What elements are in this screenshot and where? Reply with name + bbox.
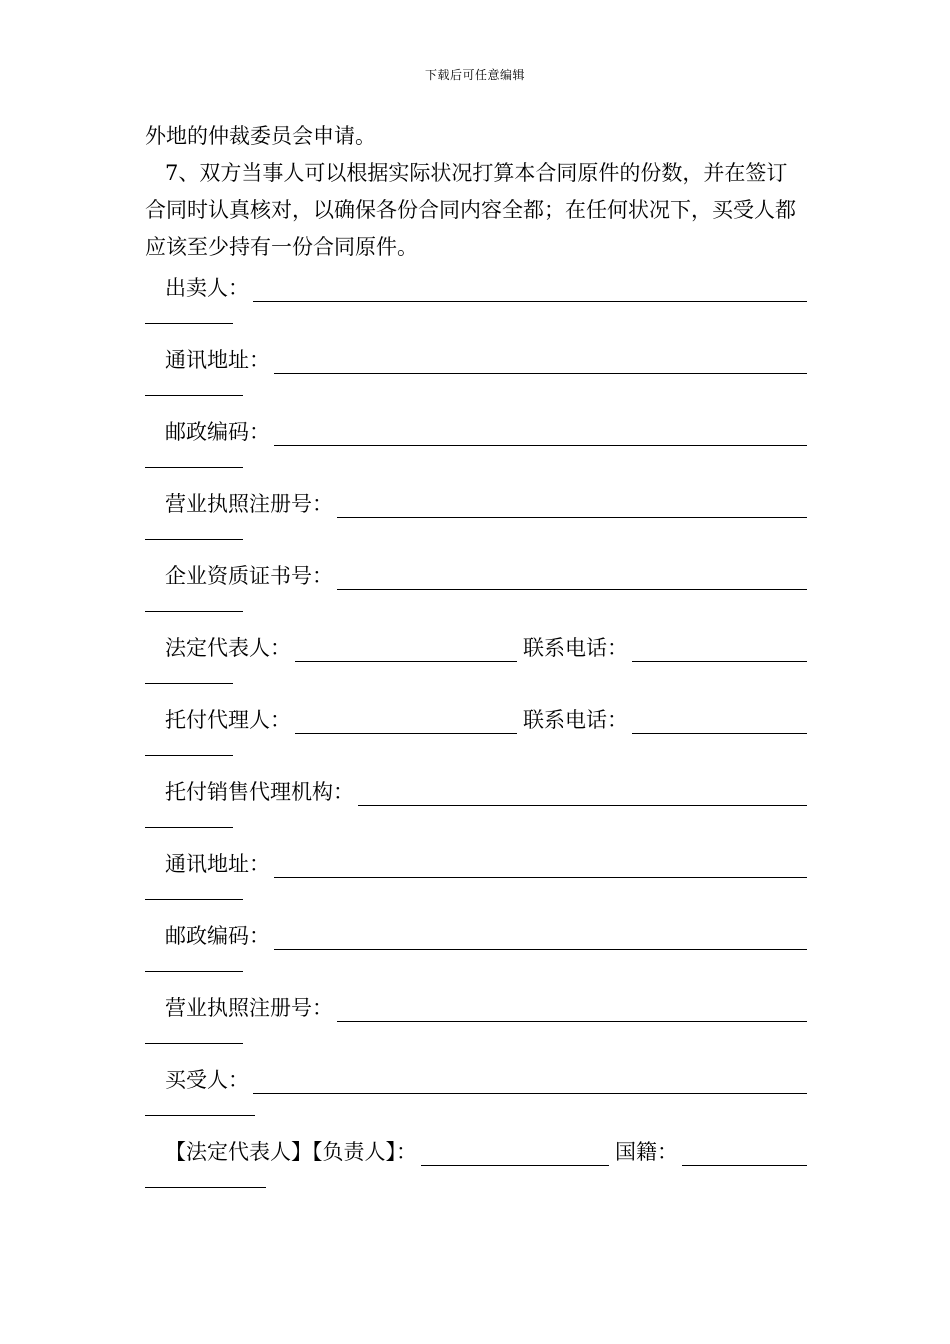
phone-1-blank[interactable]	[632, 639, 807, 662]
field-license-1	[145, 482, 807, 540]
field-label: 【法定代表人】【负责人】：	[165, 1140, 417, 1164]
field-label: 国籍：	[615, 1140, 678, 1164]
field-postcode-1	[145, 410, 807, 468]
buyer-blank[interactable]	[253, 1071, 807, 1094]
field-label: 邮政编码：	[165, 420, 270, 444]
phone-2-blank[interactable]	[632, 711, 807, 734]
field-label: 法定代表人：	[165, 636, 291, 660]
address-2-blank-continued[interactable]	[145, 878, 243, 900]
field-buyer	[145, 1058, 807, 1116]
paragraph-copies: 7、双方当事人可以根据实际状况打算本合同原件的份数，并在签订合同时认真核对，以确保各份合同内容全都；在任何状况下，买受人都应该至少持有一份合同原件。	[145, 161, 796, 259]
qualification-blank-continued[interactable]	[145, 590, 243, 612]
phone-1-blank-continued[interactable]	[145, 662, 233, 684]
field-address-2	[145, 842, 807, 900]
nationality-blank-continued[interactable]	[145, 1166, 266, 1188]
field-label: 联系电话：	[523, 708, 628, 732]
field-label: 出卖人：	[165, 276, 249, 300]
buyer-rep-blank[interactable]	[421, 1143, 609, 1166]
postcode-1-blank[interactable]	[274, 423, 807, 446]
field-label: 营业执照注册号：	[165, 492, 333, 516]
address-1-blank[interactable]	[274, 351, 807, 374]
field-label: 联系电话：	[523, 636, 628, 660]
field-seller	[145, 266, 807, 324]
phone-2-blank-continued[interactable]	[145, 734, 233, 756]
license-1-blank-continued[interactable]	[145, 518, 243, 540]
page-header: 下载后可任意编辑	[424, 68, 525, 82]
address-2-blank[interactable]	[274, 855, 807, 878]
postcode-2-blank-continued[interactable]	[145, 950, 243, 972]
agent-blank[interactable]	[295, 711, 517, 734]
field-label: 买受人：	[165, 1068, 249, 1092]
seller-blank-continued[interactable]	[145, 302, 233, 324]
field-legal-representative	[145, 626, 807, 684]
license-1-blank[interactable]	[337, 495, 807, 518]
legal-rep-blank[interactable]	[295, 639, 517, 662]
field-label: 托付代理人：	[165, 708, 291, 732]
field-label: 企业资质证书号：	[165, 564, 333, 588]
postcode-2-blank[interactable]	[274, 927, 807, 950]
license-2-blank[interactable]	[337, 999, 807, 1022]
field-postcode-2	[145, 914, 807, 972]
field-label: 通讯地址：	[165, 852, 270, 876]
nationality-blank[interactable]	[682, 1143, 807, 1166]
field-label: 营业执照注册号：	[165, 996, 333, 1020]
document-body	[145, 118, 807, 1202]
field-buyer-representative	[145, 1130, 807, 1188]
field-label: 通讯地址：	[165, 348, 270, 372]
seller-blank[interactable]	[253, 279, 807, 302]
field-sales-agency	[145, 770, 807, 828]
qualification-blank[interactable]	[337, 567, 807, 590]
field-address-1	[145, 338, 807, 396]
paragraph-arbitration: 外地的仲裁委员会申请。	[145, 124, 376, 148]
sales-agency-blank-continued[interactable]	[145, 806, 233, 828]
address-1-blank-continued[interactable]	[145, 374, 243, 396]
field-qualification	[145, 554, 807, 612]
field-agent	[145, 698, 807, 756]
license-2-blank-continued[interactable]	[145, 1022, 243, 1044]
field-label: 托付销售代理机构：	[165, 780, 354, 804]
field-license-2	[145, 986, 807, 1044]
sales-agency-blank[interactable]	[358, 783, 807, 806]
postcode-1-blank-continued[interactable]	[145, 446, 243, 468]
buyer-blank-continued[interactable]	[145, 1094, 255, 1116]
field-label: 邮政编码：	[165, 924, 270, 948]
